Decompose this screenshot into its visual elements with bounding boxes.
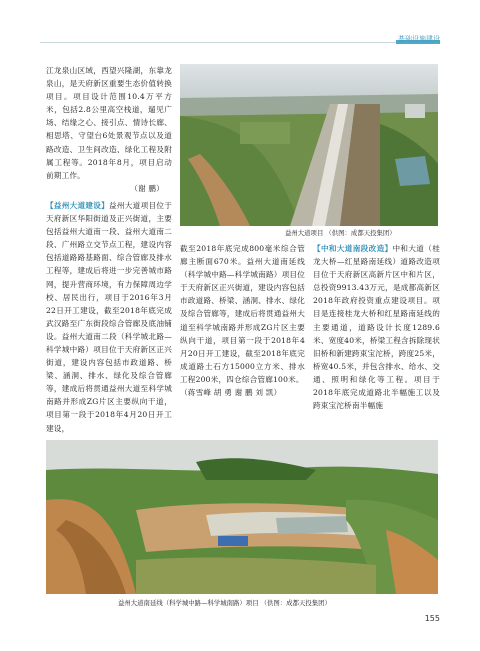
page-number: 155	[424, 614, 440, 623]
section-tag: 【中和大道南段改造】	[313, 244, 393, 253]
right-column	[313, 242, 440, 412]
photo-caption: 益州大道南延线（科学城中路—科学城南路）项目 （供图：成都天投集团）	[118, 599, 331, 607]
photo-construction-site	[46, 440, 438, 594]
paragraph	[46, 199, 172, 435]
photo-road-aerial	[180, 64, 438, 226]
byline: （谢 鹏）	[130, 183, 164, 193]
paragraph: 江龙泉山区域，西望兴隆湖，东靠龙泉山，是天府新区重要生态价值转换项目。项目设计范围10.4万平方米，包括2.8公里高空栈道，遛见广场、结缘之心、接引点、情诗长廊、相思塔、守望台6处景观节点以及道路改造、卫生间改造、绿化工程及附属工程等。2018年8月，项目启动前期工作。	[46, 66, 172, 180]
left-column	[46, 64, 172, 435]
paragraph	[313, 242, 440, 412]
section-tag: 【益州大道建设】	[46, 200, 110, 210]
paragraph-text: 益州大道项目位于天府新区华阳街道及正兴街道，主要包括益州大道南一段、益州大道南二段、广州路立交节点工程，建设内容包括道路路基路面、综合管廊及排水工程等，建成后将进一步完善城市路网，提升营商环境，有力保障周边学校、居民出行，项目于2016年3月22日开工建设，截至2018年底完成武汉路至广东街段综合管廊及底油铺设。益州大道南二段（科学城北路—科学城中路）项目位于天府新区正兴街道，建设内容包括市政道路、桥梁、涵洞、排水、绿化及综合管廊等，建成后将贯通益州大道至科学城南路并形成ZG片区主要纵向干道，项目第一段于2018年4月20日开工建设，	[46, 200, 172, 433]
byline: （蒋雪峰 胡 勇 谢 鹏 刘 凯）	[180, 388, 282, 398]
paragraph-text: 中和大道（桂龙大桥—红星路南延线）道路改造项目位于天府新区高新片区中和片区，总投资9913.43万元，是成都高新区2018年政府投资重点建设项目。项目是连接桂龙大桥和红星路南延线的主要通道，道路设计长度1289.6米、宽度40米，桥梁工程含拆除现状旧桥和新建跨束宝沱桥，跨度25米，桥宽40.5米，并包含排水、给水、交通、照明和绿化等工程。项目于2018年底完成道路北半幅施工以及跨束宝沱桥南半幅施	[313, 244, 440, 411]
middle-column	[180, 242, 305, 399]
section-title: 基础设施建设	[398, 35, 440, 43]
paragraph: 截至2018年底完成800毫米综合管廊主断面670米。益州大道南延线（科学城中路—科学城南路）项目位于天府新区正兴街道，建设内容包括市政道路、桥梁、涵洞、排水、绿化及综合管廊等，建成后将贯通益州大道至科学城南路并形成ZG片区主要纵向干道，项目第一段于2018年4月20日开工建设，截至2018年底完成道路土石方15000立方米、排水工程200米，四仓综合管廊100米。	[180, 244, 305, 384]
photo-caption: 益州大道项目 （供图：成都天投集团）	[285, 229, 396, 237]
header-rule	[40, 42, 396, 43]
